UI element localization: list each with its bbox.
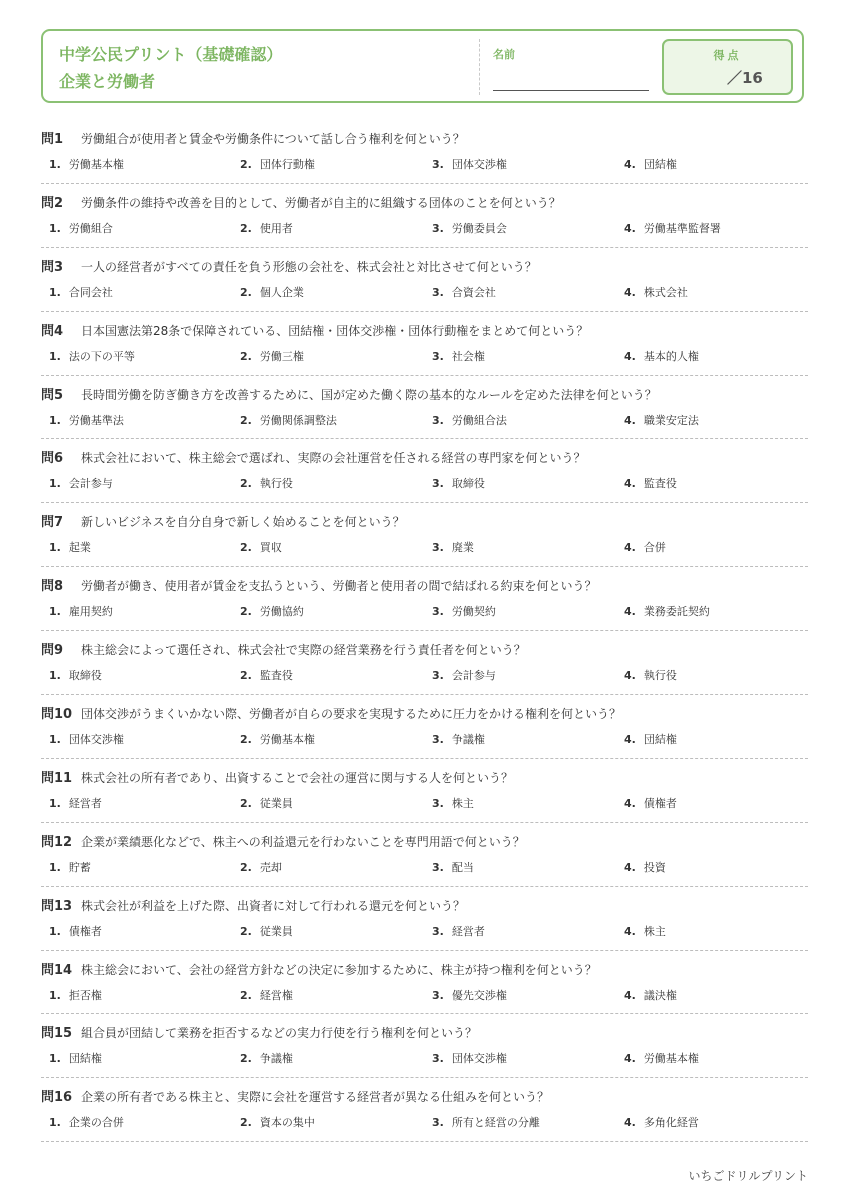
option-number: 2. bbox=[240, 477, 252, 491]
option-label: 従業員 bbox=[259, 924, 293, 938]
option-label: 労働関係調整法 bbox=[259, 413, 337, 427]
answer-option[interactable] bbox=[49, 667, 102, 683]
answer-option[interactable] bbox=[49, 220, 113, 236]
option-number: 4. bbox=[624, 605, 636, 619]
option-number: 2. bbox=[240, 541, 252, 555]
answer-option[interactable] bbox=[624, 667, 677, 683]
question-number: 問12 bbox=[41, 834, 73, 850]
answer-option[interactable] bbox=[624, 603, 710, 619]
answer-option[interactable] bbox=[432, 412, 507, 428]
option-label: 起業 bbox=[68, 541, 91, 555]
answer-option[interactable] bbox=[240, 284, 304, 300]
answer-option[interactable] bbox=[624, 923, 666, 939]
answer-option[interactable] bbox=[624, 539, 666, 555]
option-label: 執行役 bbox=[643, 669, 677, 683]
option-number: 4. bbox=[624, 988, 636, 1002]
answer-option[interactable] bbox=[432, 1114, 540, 1130]
answer-option[interactable] bbox=[624, 1050, 699, 1066]
answer-options bbox=[49, 220, 809, 236]
question-text: 企業の所有者である株主と、実際に会社を運営する経営者が異なる仕組みを何という？ bbox=[81, 1090, 550, 1105]
option-number: 4. bbox=[624, 733, 636, 747]
name-field[interactable] bbox=[493, 90, 649, 91]
option-label: 株式会社 bbox=[643, 285, 688, 299]
worksheet-header bbox=[41, 29, 804, 103]
title-line-2: 企業と労働者 bbox=[59, 72, 156, 91]
option-number: 3. bbox=[432, 1052, 444, 1066]
option-number: 1. bbox=[49, 1116, 61, 1130]
option-number: 3. bbox=[432, 285, 444, 299]
option-number: 3. bbox=[432, 158, 444, 171]
option-number: 3. bbox=[432, 669, 444, 683]
option-label: 労働基本権 bbox=[643, 1052, 699, 1066]
option-number: 3. bbox=[432, 924, 444, 938]
question-item bbox=[41, 695, 808, 759]
option-label: 貯蓄 bbox=[68, 860, 91, 874]
question-number: 問3 bbox=[41, 259, 64, 275]
option-label: 業務委託契約 bbox=[643, 605, 710, 619]
answer-options bbox=[49, 795, 809, 811]
question-line bbox=[41, 192, 561, 211]
answer-option[interactable] bbox=[432, 156, 507, 172]
option-label: 労働基本権 bbox=[68, 158, 124, 171]
answer-option[interactable] bbox=[49, 795, 102, 811]
answer-option[interactable] bbox=[624, 731, 677, 747]
option-label: 職業安定法 bbox=[643, 413, 699, 427]
option-number: 3. bbox=[432, 541, 444, 555]
question-number: 問9 bbox=[41, 643, 64, 659]
answer-option[interactable] bbox=[240, 667, 293, 683]
answer-option[interactable] bbox=[240, 923, 293, 939]
answer-option[interactable] bbox=[624, 348, 699, 364]
answer-options bbox=[49, 987, 809, 1003]
question-item bbox=[41, 951, 808, 1015]
question-line bbox=[41, 511, 405, 530]
answer-option[interactable] bbox=[240, 1114, 315, 1130]
question-item bbox=[41, 1014, 808, 1078]
answer-option[interactable] bbox=[240, 731, 315, 747]
question-number: 問1 bbox=[41, 132, 64, 147]
question-number: 問13 bbox=[41, 898, 73, 914]
option-number: 4. bbox=[624, 860, 636, 874]
option-label: 売却 bbox=[259, 860, 282, 874]
worksheet-title bbox=[59, 41, 282, 95]
question-item bbox=[41, 503, 808, 567]
option-label: 社会権 bbox=[451, 349, 485, 363]
answer-option[interactable] bbox=[432, 475, 485, 491]
score-value: ／16 bbox=[727, 69, 763, 87]
option-label: 労働基準監督署 bbox=[643, 221, 721, 235]
answer-option[interactable] bbox=[432, 539, 474, 555]
option-label: 拒否権 bbox=[68, 988, 102, 1002]
answer-options bbox=[49, 1114, 809, 1130]
question-line bbox=[41, 703, 621, 722]
answer-options bbox=[49, 348, 809, 364]
question-number: 問4 bbox=[41, 323, 64, 339]
answer-option[interactable] bbox=[240, 603, 304, 619]
answer-option[interactable] bbox=[49, 284, 113, 300]
option-label: 労働基本権 bbox=[259, 733, 315, 747]
question-number: 問14 bbox=[41, 962, 73, 978]
option-number: 3. bbox=[432, 860, 444, 874]
option-label: 労働協約 bbox=[259, 605, 304, 619]
option-label: 債権者 bbox=[643, 796, 677, 810]
answer-option[interactable] bbox=[624, 220, 721, 236]
option-number: 4. bbox=[624, 1116, 636, 1130]
question-number: 問6 bbox=[41, 451, 64, 467]
option-number: 4. bbox=[624, 413, 636, 427]
brand-footer: いちごドリルプリント bbox=[688, 1169, 808, 1183]
score-label: 得点 bbox=[713, 49, 742, 62]
option-label: 監査役 bbox=[643, 477, 677, 491]
option-label: 監査役 bbox=[259, 669, 293, 683]
option-number: 4. bbox=[624, 796, 636, 810]
option-number: 1. bbox=[49, 1052, 61, 1066]
option-number: 3. bbox=[432, 1116, 444, 1130]
option-label: 個人企業 bbox=[259, 285, 304, 299]
option-label: 廃業 bbox=[451, 541, 474, 555]
answer-options bbox=[49, 923, 809, 939]
option-number: 3. bbox=[432, 988, 444, 1002]
question-line bbox=[41, 447, 585, 466]
question-list bbox=[41, 120, 808, 1142]
question-item bbox=[41, 1078, 808, 1142]
option-label: 所有と経営の分離 bbox=[451, 1116, 540, 1130]
answer-option[interactable] bbox=[49, 475, 113, 491]
option-label: 会計参与 bbox=[451, 669, 496, 683]
option-number: 2. bbox=[240, 733, 252, 747]
answer-options bbox=[49, 412, 809, 428]
option-number: 2. bbox=[240, 669, 252, 683]
question-item bbox=[41, 248, 808, 312]
answer-option[interactable] bbox=[240, 539, 282, 555]
question-line bbox=[41, 128, 465, 147]
option-label: 雇用契約 bbox=[68, 605, 113, 619]
option-label: 経営権 bbox=[259, 988, 293, 1002]
question-line bbox=[41, 1022, 477, 1041]
answer-option[interactable] bbox=[240, 1050, 293, 1066]
question-line bbox=[41, 895, 465, 914]
answer-options bbox=[49, 475, 809, 491]
option-label: 多角化経営 bbox=[643, 1116, 699, 1130]
question-text: 長時間労働を防ぎ働き方を改善するために、国が定めた働く際の基本的なルールを定めた法律を何という？ bbox=[81, 387, 657, 402]
option-number: 2. bbox=[240, 988, 252, 1002]
question-line bbox=[41, 1086, 549, 1105]
option-number: 1. bbox=[49, 669, 61, 683]
answer-option[interactable] bbox=[432, 923, 485, 939]
option-number: 3. bbox=[432, 221, 444, 235]
answer-option[interactable] bbox=[624, 284, 688, 300]
answer-option[interactable] bbox=[432, 987, 507, 1003]
question-line bbox=[41, 575, 597, 594]
option-label: 労働基準法 bbox=[68, 413, 124, 427]
option-number: 4. bbox=[624, 158, 636, 171]
answer-option[interactable] bbox=[432, 220, 507, 236]
option-label: 団体交渉権 bbox=[451, 1052, 507, 1066]
question-text: 団体交渉がうまくいかない際、労働者が自らの要求を実現するために圧力をかける権利を何という？ bbox=[81, 707, 622, 722]
answer-option[interactable] bbox=[240, 475, 293, 491]
answer-option[interactable] bbox=[49, 987, 102, 1003]
option-number: 2. bbox=[240, 285, 252, 299]
question-text: 株式会社が利益を上げた際、出資者に対して行われる還元を何という？ bbox=[81, 898, 466, 913]
question-number: 問15 bbox=[41, 1026, 73, 1042]
answer-option[interactable] bbox=[240, 412, 337, 428]
question-text: 株主総会において、会社の経営方針などの決定に参加するために、株主が持つ権利を何という？ bbox=[81, 962, 597, 977]
option-number: 2. bbox=[240, 221, 252, 235]
option-label: 配当 bbox=[451, 860, 474, 874]
option-number: 4. bbox=[624, 1052, 636, 1066]
answer-option[interactable] bbox=[624, 156, 677, 172]
answer-options bbox=[49, 1050, 809, 1066]
answer-option[interactable] bbox=[432, 284, 496, 300]
option-label: 取締役 bbox=[451, 477, 485, 491]
option-label: 団結権 bbox=[643, 733, 677, 747]
option-number: 1. bbox=[49, 733, 61, 747]
option-label: 株主 bbox=[643, 924, 666, 938]
option-label: 株主 bbox=[451, 796, 474, 810]
answer-option[interactable] bbox=[624, 475, 677, 491]
question-item bbox=[41, 759, 808, 823]
answer-option[interactable] bbox=[624, 859, 666, 875]
answer-option[interactable] bbox=[49, 1050, 102, 1066]
answer-option[interactable] bbox=[49, 412, 124, 428]
question-text: 株式会社において、株主総会で選ばれ、実際の会社運営を任される経営の専門家を何という？ bbox=[81, 451, 586, 466]
question-number: 問2 bbox=[41, 195, 64, 211]
question-item bbox=[41, 376, 808, 440]
option-label: 合資会社 bbox=[451, 285, 496, 299]
option-label: 従業員 bbox=[259, 796, 293, 810]
answer-option[interactable] bbox=[240, 348, 304, 364]
option-label: 使用者 bbox=[259, 221, 293, 235]
title-line-1: 中学公民プリント（基礎確認） bbox=[59, 45, 283, 64]
option-label: 労働委員会 bbox=[451, 221, 507, 235]
answer-option[interactable] bbox=[624, 987, 677, 1003]
option-number: 3. bbox=[432, 605, 444, 619]
question-number: 問5 bbox=[41, 387, 64, 403]
option-number: 1. bbox=[49, 221, 61, 235]
option-number: 4. bbox=[624, 924, 636, 938]
answer-options bbox=[49, 731, 809, 747]
option-label: 合同会社 bbox=[68, 285, 113, 299]
name-label: 名前 bbox=[493, 48, 515, 61]
option-number: 1. bbox=[49, 860, 61, 874]
question-text: 新しいビジネスを自分自身で新しく始めることを何という？ bbox=[81, 515, 405, 530]
option-label: 資本の集中 bbox=[259, 1116, 315, 1130]
answer-options bbox=[49, 859, 809, 875]
question-item bbox=[41, 631, 808, 695]
answer-options bbox=[49, 539, 809, 555]
answer-option[interactable] bbox=[49, 731, 124, 747]
option-label: 労働契約 bbox=[451, 605, 496, 619]
option-number: 4. bbox=[624, 669, 636, 683]
question-line bbox=[41, 320, 588, 339]
answer-option[interactable] bbox=[49, 1114, 124, 1130]
option-label: 団結権 bbox=[68, 1052, 102, 1066]
option-number: 2. bbox=[240, 1116, 252, 1130]
answer-options bbox=[49, 603, 809, 619]
option-label: 経営者 bbox=[451, 924, 485, 938]
option-number: 1. bbox=[49, 605, 61, 619]
option-label: 法の下の平等 bbox=[68, 349, 135, 363]
option-label: 団体交渉権 bbox=[451, 158, 507, 171]
option-label: 経営者 bbox=[68, 796, 102, 810]
answer-option[interactable] bbox=[432, 667, 496, 683]
option-number: 3. bbox=[432, 796, 444, 810]
option-number: 4. bbox=[624, 285, 636, 299]
answer-option[interactable] bbox=[624, 412, 699, 428]
option-label: 執行役 bbox=[259, 477, 293, 491]
question-text: 労働組合が使用者と賃金や労働条件について話し合う権利を何という？ bbox=[81, 132, 465, 146]
question-item bbox=[41, 823, 808, 887]
option-number: 2. bbox=[240, 796, 252, 810]
question-text: 一人の経営者がすべての責任を負う形態の会社を、株式会社と対比させて何という？ bbox=[81, 259, 537, 274]
question-line bbox=[41, 767, 513, 786]
option-number: 3. bbox=[432, 477, 444, 491]
option-number: 4. bbox=[624, 221, 636, 235]
answer-option[interactable] bbox=[432, 859, 474, 875]
option-number: 1. bbox=[49, 541, 61, 555]
question-item bbox=[41, 567, 808, 631]
option-label: 団体交渉権 bbox=[68, 733, 124, 747]
question-text: 労働条件の維持や改善を目的として、労働者が自主的に組織する団体のことを何という？ bbox=[81, 195, 561, 210]
option-label: 合併 bbox=[643, 541, 666, 555]
option-number: 1. bbox=[49, 158, 61, 171]
answer-option[interactable] bbox=[624, 795, 677, 811]
question-item bbox=[41, 887, 808, 951]
option-label: 団結権 bbox=[643, 158, 677, 171]
option-label: 団体行動権 bbox=[259, 158, 315, 171]
option-label: 優先交渉権 bbox=[451, 988, 507, 1002]
question-item bbox=[41, 184, 808, 248]
question-line bbox=[41, 256, 537, 275]
question-number: 問10 bbox=[41, 707, 73, 723]
option-number: 4. bbox=[624, 541, 636, 555]
option-label: 投資 bbox=[643, 860, 666, 874]
answer-option[interactable] bbox=[240, 987, 293, 1003]
option-number: 4. bbox=[624, 477, 636, 491]
option-label: 会計参与 bbox=[68, 477, 113, 491]
question-text: 株主総会によって選任され、株式会社で実際の経営業務を行う責任者を何という？ bbox=[81, 643, 526, 658]
option-label: 買収 bbox=[259, 541, 282, 555]
question-line bbox=[41, 639, 526, 658]
answer-options bbox=[49, 156, 809, 172]
answer-option[interactable] bbox=[240, 859, 282, 875]
option-label: 議決権 bbox=[643, 988, 677, 1002]
answer-options bbox=[49, 284, 809, 300]
question-item bbox=[41, 439, 808, 503]
option-number: 2. bbox=[240, 158, 252, 171]
question-number: 問8 bbox=[41, 579, 64, 595]
option-number: 2. bbox=[240, 413, 252, 427]
question-text: 日本国憲法第28条で保障されている、団結権・団体交渉権・団体行動権をまとめて何という？ bbox=[81, 323, 589, 338]
option-number: 1. bbox=[49, 988, 61, 1002]
question-number: 問16 bbox=[41, 1090, 73, 1106]
option-number: 1. bbox=[49, 477, 61, 491]
answer-option[interactable] bbox=[240, 156, 315, 172]
option-label: 争議権 bbox=[451, 733, 485, 747]
option-label: 争議権 bbox=[259, 1052, 293, 1066]
option-number: 2. bbox=[240, 1052, 252, 1066]
option-number: 3. bbox=[432, 733, 444, 747]
option-number: 2. bbox=[240, 349, 252, 363]
question-text: 株式会社の所有者であり、出資することで会社の運営に関与する人を何という？ bbox=[81, 770, 514, 785]
option-number: 2. bbox=[240, 924, 252, 938]
question-number: 問11 bbox=[41, 770, 73, 786]
option-number: 1. bbox=[49, 796, 61, 810]
option-label: 労働組合法 bbox=[451, 413, 507, 427]
option-number: 1. bbox=[49, 413, 61, 427]
answer-option[interactable] bbox=[49, 603, 113, 619]
question-line bbox=[41, 831, 525, 850]
question-line bbox=[41, 959, 597, 978]
answer-option[interactable] bbox=[240, 220, 293, 236]
option-number: 1. bbox=[49, 285, 61, 299]
score-box bbox=[662, 39, 793, 95]
answer-option[interactable] bbox=[432, 348, 485, 364]
option-label: 債権者 bbox=[68, 924, 102, 938]
option-label: 取締役 bbox=[68, 669, 102, 683]
answer-option[interactable] bbox=[49, 859, 91, 875]
answer-option[interactable] bbox=[432, 795, 474, 811]
question-item bbox=[41, 120, 808, 184]
option-number: 1. bbox=[49, 924, 61, 938]
answer-options bbox=[49, 667, 809, 683]
question-text: 組合員が団結して業務を拒否するなどの実力行使を行う権利を何という？ bbox=[81, 1026, 478, 1041]
answer-option[interactable] bbox=[240, 795, 293, 811]
option-number: 2. bbox=[240, 860, 252, 874]
question-text: 労働者が働き、使用者が賃金を支払うという、労働者と使用者の間で結ばれる約束を何という？ bbox=[81, 579, 597, 594]
answer-option[interactable] bbox=[432, 1050, 507, 1066]
answer-option[interactable] bbox=[49, 539, 91, 555]
answer-option[interactable] bbox=[432, 603, 496, 619]
option-label: 基本的人権 bbox=[643, 349, 699, 363]
header-divider bbox=[479, 39, 480, 95]
answer-option[interactable] bbox=[432, 731, 485, 747]
question-text: 企業が業績悪化などで、株主への利益還元を行わないことを専門用語で何という？ bbox=[81, 834, 525, 849]
option-label: 労働三権 bbox=[259, 349, 304, 363]
answer-option[interactable] bbox=[624, 1114, 699, 1130]
option-label: 労働組合 bbox=[68, 221, 113, 235]
option-number: 2. bbox=[240, 605, 252, 619]
option-number: 3. bbox=[432, 413, 444, 427]
option-number: 3. bbox=[432, 349, 444, 363]
question-item bbox=[41, 312, 808, 376]
question-number: 問7 bbox=[41, 515, 64, 531]
option-label: 企業の合併 bbox=[68, 1116, 124, 1130]
answer-option[interactable] bbox=[49, 923, 102, 939]
question-line bbox=[41, 384, 657, 403]
option-number: 1. bbox=[49, 349, 61, 363]
answer-option[interactable] bbox=[49, 156, 124, 172]
option-number: 4. bbox=[624, 349, 636, 363]
answer-option[interactable] bbox=[49, 348, 135, 364]
